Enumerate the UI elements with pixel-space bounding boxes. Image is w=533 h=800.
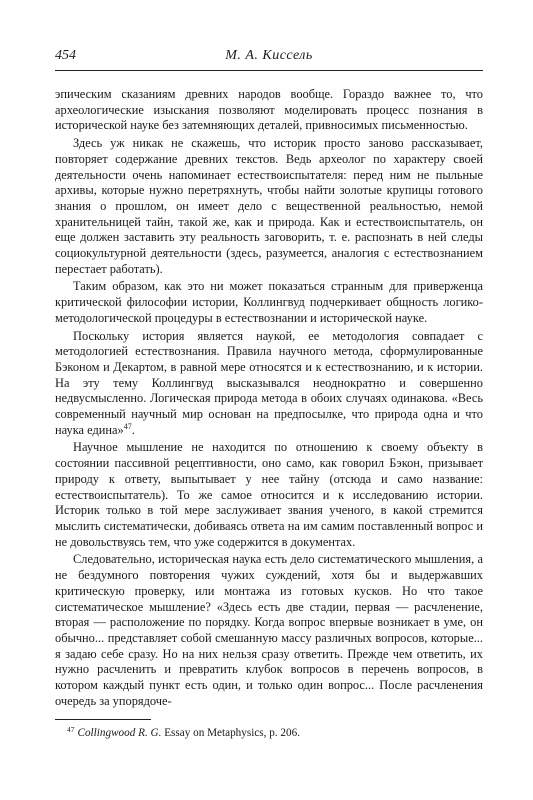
running-head: М. А. Киссель bbox=[225, 48, 313, 63]
main-text bbox=[55, 87, 483, 709]
paragraph: эпическим сказаниям древних народов вообще. Гораздо важнее то, что археологические изыскания позволяют моделировать процесс познания в исторической науке без затемняющих деталей, привносимых письменностью. bbox=[55, 87, 483, 133]
footnote-number: 47 bbox=[67, 724, 75, 734]
footnote-reference: 47 bbox=[123, 421, 132, 431]
paragraph-with-footnote-ref: Поскольку история является наукой, ее методология совпадает с методологией естествознания. Правила научного метода, сформулированные Бэконом и Декартом, в равной мере относятся и к естествознанию, и к истории. На эту тему Коллингвуд высказывался неоднократно и совершенно недвусмысленно. Логическая природа метода в обоих случаях одинакова. «Весь современный научный мир основан на предпосылке, что природа одна и что наука едина»$^{47}$. bbox=[55, 328, 483, 437]
paragraph: Здесь уж никак не скажешь, что историк просто заново рассказывает, повторяет содержание древних текстов. Ведь археолог по характеру своей деятельности очень напоминает естествоиспытателя: перед ним не пыльные архивы, которые нужно перетряхнуть, чтобы найти золотые крупицы готового знания о прошлом, он имеет дело с вещественной реальностью, немой хранительницей тайн, такой же, как и природа. Как и естествоиспытатель, он еще должен заставить эту реальность заговорить, т. е. распознать в ней следы социокультурной деятельности (здесь, разумеется, аналогия с естествознанием перестает работать). bbox=[55, 136, 483, 276]
page-number: 454 bbox=[55, 48, 76, 63]
paragraph: Научное мышление не находится по отношению к своему объекту в состоянии пассивной рецептивности, оно само, как говорил Бэкон, призывает природу к ответу, выпытывает у нее тайну (отсюда и само название: естествоиспытатель). То же самое относится и к исследованию истории. Историк только в той мере заслуживает звания ученого, в какой стремится мыслить систематически, добиваясь ответа на им самим поставленный вопрос и не довольствуясь тем, что уже содержится в документах. bbox=[55, 440, 483, 549]
paragraph: Следовательно, историческая наука есть дело систематического мышления, а не бездумного повторения чужих суждений, хотя бы и выдержавших критическую проверку, или монтажа из готовых кусков. Но что такое систематическое мышление? «Здесь есть две стадии, первая — расчленение, вторая — расположение по порядку. Когда вопрос впервые возникает в уме, он обычно... представляет собой смешанную массу различных вопросов, которые... я задаю себе сразу. Но на них нельзя сразу ответить. Прежде чем ответить, их нужно расчленить и превратить клубок вопросов в перечень вопросов, в котором каждый пункт есть один, и только один вопрос... После расчленения очередь за упорядоче- bbox=[55, 552, 483, 708]
paragraph: Таким образом, как это ни может показаться странным для приверженца критической философии истории, Коллингвуд подчеркивает общность логико-методологической процедуры в естествознании и исторической науке. bbox=[55, 279, 483, 325]
footnote-divider bbox=[55, 719, 151, 720]
page-header bbox=[55, 46, 483, 71]
footnote-author: Collingwood R. G. bbox=[77, 727, 162, 740]
footnote bbox=[55, 726, 483, 740]
footnote-text: Essay on Metaphysics, p. 206. bbox=[161, 727, 301, 740]
paragraph-text: Поскольку история является наукой, ее методология совпадает с методологией естествознания. Правила научного метода, сформулированные Бэконом и Декартом, в равной мере относятся и к естествознанию, и к истории. На эту тему Коллингвуд высказывался неоднократно и совершенно недвусмысленно. Логическая природа метода в обоих случаях одинакова. «Весь современный научный мир основан на предпосылке, что природа одна и что наука едина» bbox=[55, 328, 483, 437]
